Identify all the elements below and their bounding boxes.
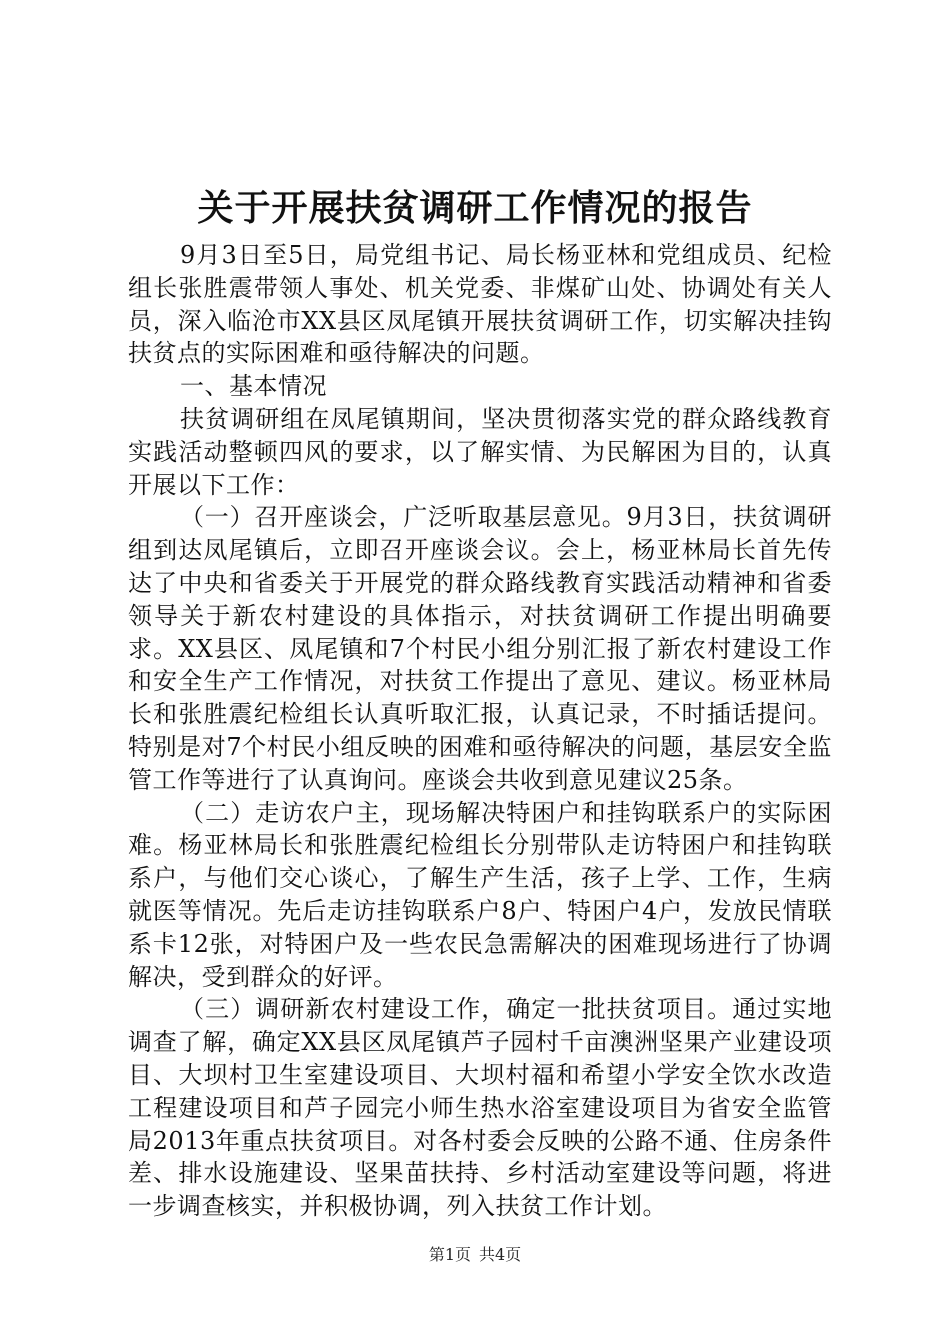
paragraph-intro: 9月3日至5日，局党组书记、局长杨亚林和党组成员、纪检组长张胜震带领人事处、机关党委、非煤矿山处、协调处有关人员，深入临沧市XX县区凤尾镇开展扶贫调研工作，切实解决挂钩扶贫点的实际困难和亟待解决的问题。 bbox=[128, 241, 832, 368]
page-number: 第1页 bbox=[428, 1245, 471, 1264]
paragraph-item-1: （一）召开座谈会，广泛听取基层意见。9月3日，扶贫调研组到达凤尾镇后，立即召开座谈会议。会上，杨亚林局长首先传达了中央和省委关于开展党的群众路线教育实践活动精神和省委领导关于新农村建设的具体指示，对扶贫调研工作提出明确要求。XX县区、凤尾镇和7个村民小组分别汇报了新农村建设工作和安全生产工作情况，对扶贫工作提出了意见、建议。杨亚林局长和张胜震纪检组长认真听取汇报，认真记录，不时插话提问。特别是对7个村民小组反映的困难和亟待解决的问题，基层安全监管工作等进行了认真询问。座谈会共收到意见建议25条。 bbox=[128, 503, 832, 794]
page-footer bbox=[0, 1245, 950, 1265]
document-title: 关于开展扶贫调研工作情况的报告 bbox=[197, 188, 753, 229]
page-total: 共4页 bbox=[479, 1245, 522, 1264]
section-heading-basic-situation: 一、基本情况 bbox=[180, 372, 327, 401]
paragraph-item-2: （二）走访农户主，现场解决特困户和挂钩联系户的实际困难。杨亚林局长和张胜震纪检组长分别带队走访特困户和挂钩联系户，与他们交心谈心，了解生产生活，孩子上学、工作，生病就医等情况。先后走访挂钩联系户8户、特困户4户，发放民情联系卡12张，对特困户及一些农民急需解决的困难现场进行了协调解决，受到群众的好评。 bbox=[128, 798, 832, 991]
paragraph-item-3: （三）调研新农村建设工作，确定一批扶贫项目。通过实地调查了解，确定XX县区凤尾镇芦子园村千亩澳洲坚果产业建设项目、大坝村卫生室建设项目、大坝村福和希望小学安全饮水改造工程建设项目和芦子园完小师生热水浴室建设项目为省安全监管局2013年重点扶贫项目。对各村委会反映的公路不通、住房条件差、排水设施建设、坚果苗扶持、乡村活动室建设等问题，将进一步调查核实，并积极协调，列入扶贫工作计划。 bbox=[128, 995, 832, 1221]
document-body bbox=[128, 239, 832, 1223]
paragraph-overview: 扶贫调研组在凤尾镇期间，坚决贯彻落实党的群众路线教育实践活动整顿四风的要求，以了解实情、为民解困为目的，认真开展以下工作： bbox=[128, 404, 832, 499]
